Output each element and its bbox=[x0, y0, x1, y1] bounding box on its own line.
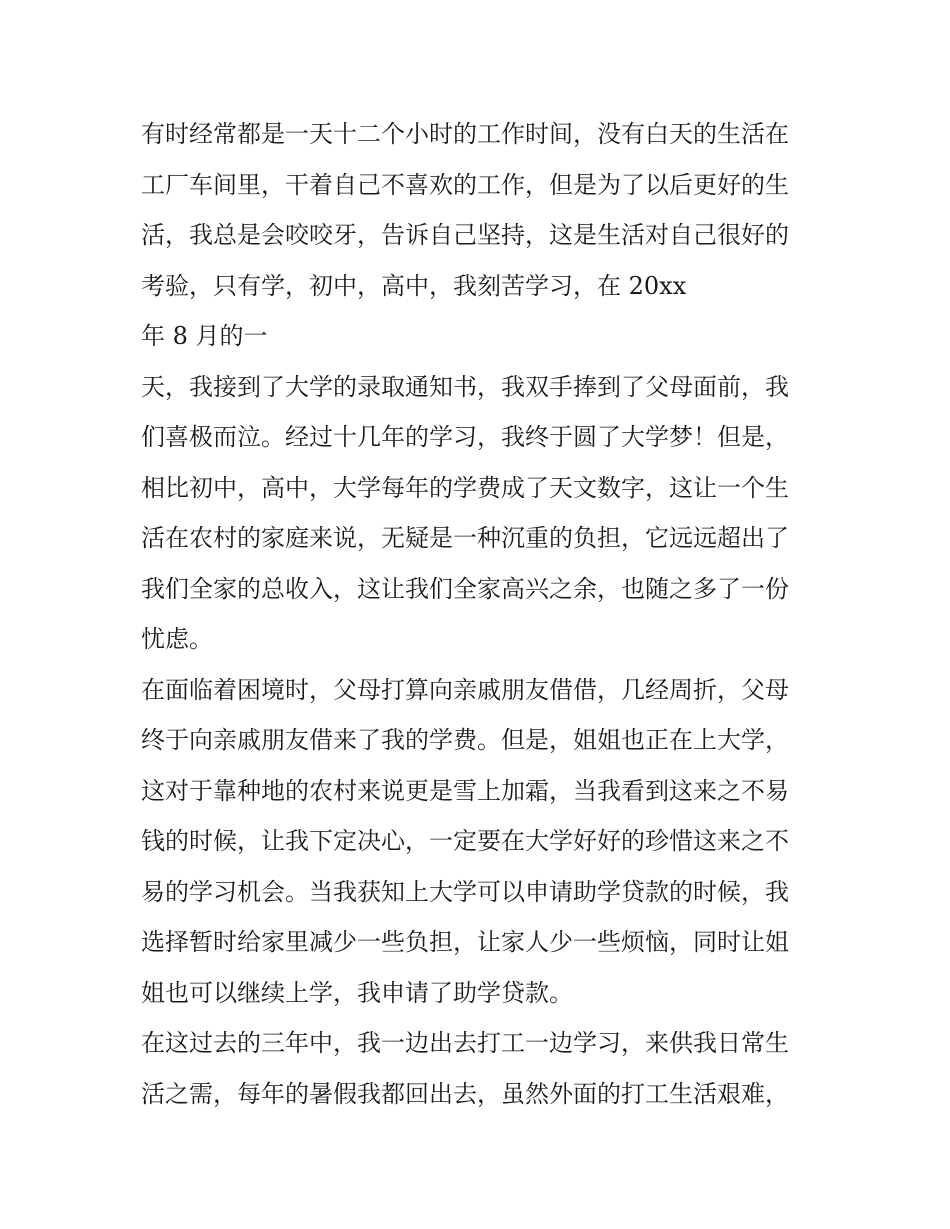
text-line: 在面临着困境时，父母打算向亲戚朋友借借，几经周折，父母 bbox=[141, 675, 789, 704]
text-line: 钱的时候，让我下定决心，一定要在大学好好的珍惜这来之不 bbox=[141, 827, 789, 855]
text-line: 们喜极而泣。经过十几年的学习，我终于圆了大学梦！但是， bbox=[141, 423, 789, 451]
text-line: 活，我总是会咬咬牙，告诉自己坚持，这是生活对自己很好的 bbox=[141, 221, 789, 249]
text-line: 易的学习机会。当我获知上大学可以申请助学贷款的时候，我 bbox=[141, 877, 789, 906]
document-body bbox=[141, 109, 841, 1119]
text-line: 工厂车间里，干着自己不喜欢的工作，但是为了以后更好的生 bbox=[141, 170, 789, 199]
text-line: 活之需，每年的暑假我都回出去，虽然外面的打工生活艰难， bbox=[141, 1079, 789, 1108]
text-line: 天，我接到了大学的录取通知书，我双手捧到了父母面前，我 bbox=[141, 372, 789, 401]
text-line: 终于向亲戚朋友借来了我的学费。但是，姐姐也正在上大学， bbox=[141, 726, 789, 754]
text-line: 考验，只有学，初中，高中，我刻苦学习，在 20xx bbox=[141, 271, 687, 300]
text-line: 年 8 月的一 bbox=[141, 322, 268, 350]
text-line: 活在农村的家庭来说，无疑是一种沉重的负担，它远远超出了 bbox=[141, 524, 789, 552]
text-line: 这对于靠种地的农村来说更是雪上加霜，当我看到这来之不易 bbox=[141, 776, 789, 805]
text-line: 有时经常都是一天十二个小时的工作时间，没有白天的生活在 bbox=[141, 120, 789, 148]
text-line: 忧虑。 bbox=[141, 625, 213, 653]
text-line: 姐也可以继续上学，我申请了助学贷款。 bbox=[141, 978, 573, 1007]
text-line: 相比初中，高中，大学每年的学费成了天文数字，这让一个生 bbox=[141, 473, 789, 502]
text-line: 我们全家的总收入，这让我们全家高兴之余，也随之多了一份 bbox=[141, 574, 789, 603]
text-line: 选择暂时给家里减少一些负担，让家人少一些烦恼，同时让姐 bbox=[141, 928, 789, 956]
text-line: 在这过去的三年中，我一边出去打工一边学习，来供我日常生 bbox=[141, 1029, 789, 1057]
